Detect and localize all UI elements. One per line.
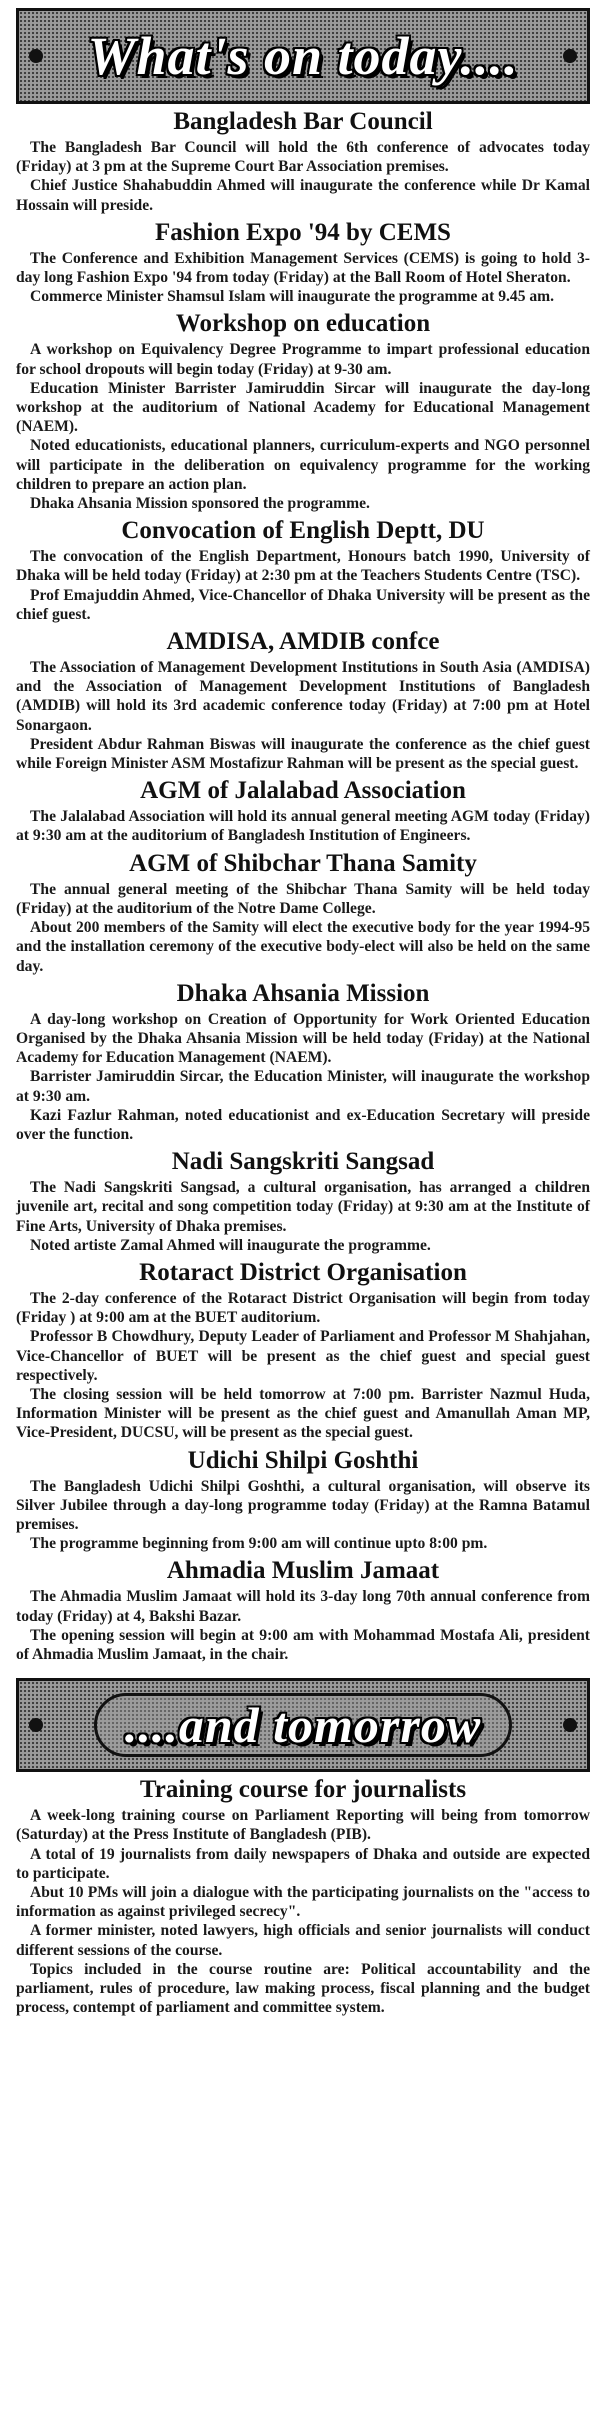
event-paragraph: The convocation of the English Department, Honours batch 1990, University of Dhaka will be held today (Friday) at 2:30 pm at the Teachers Students Centre (TSC). bbox=[16, 548, 590, 585]
banner-bullet-icon bbox=[563, 49, 577, 63]
event-paragraph: Barrister Jamiruddin Sircar, the Education Minister, will inaugurate the workshop at 9:30 am. bbox=[16, 1068, 590, 1105]
event-paragraph: A day-long workshop on Creation of Opportunity for Work Oriented Education Organised by the Dhaka Ahsania Mission will be held today (Friday) at the National Academy for Education Management (NAEM). bbox=[16, 1010, 590, 1067]
event-paragraph: Topics included in the course routine are: Political accountability and the parliament, rules of procedure, law making process, fiscal planning and the budget process, contempt of parliament and committee system. bbox=[16, 1960, 590, 2017]
event-listing bbox=[16, 850, 590, 976]
event-listing bbox=[16, 1557, 590, 1664]
event-paragraph: The annual general meeting of the Shibchar Thana Samity will be held today (Friday) at the auditorium of the Notre Dame College. bbox=[16, 880, 590, 917]
event-listing bbox=[16, 1776, 590, 2017]
event-listing bbox=[16, 108, 590, 215]
event-listing bbox=[16, 777, 590, 845]
event-paragraph: The 2-day conference of the Rotaract District Organisation will begin from today (Friday ) at 9:00 am at the BUET auditorium. bbox=[16, 1289, 590, 1327]
event-paragraph: The Nadi Sangskriti Sangsad, a cultural organisation, has arranged a children juvenile art, recital and song competition today (Friday) at 9:30 am at the Institute of Fine Arts, University of Dhaka premises. bbox=[16, 1179, 590, 1235]
event-heading: Dhaka Ahsania Mission bbox=[176, 979, 430, 1007]
event-paragraph: Prof Emajuddin Ahmed, Vice-Chancellor of Dhaka University will be present as the chief guest. bbox=[16, 586, 590, 623]
event-paragraph: The Ahmadia Muslim Jamaat will hold its 3-day long 70th annual conference from today (Friday) at 4, Bakshi Bazar. bbox=[16, 1588, 590, 1625]
newspaper-column bbox=[16, 0, 590, 2017]
event-listing bbox=[16, 517, 590, 624]
event-listing bbox=[16, 310, 590, 513]
event-listing bbox=[16, 1447, 590, 1554]
event-paragraph: The closing session will be held tomorrow at 7:00 pm. Barrister Nazmul Huda, Information Minister will be present as the chief guest and Amanullah Aman MP, Vice-President, DUCSU, will be present as the special guest. bbox=[16, 1385, 590, 1442]
event-listing bbox=[16, 980, 590, 1144]
event-heading: Fashion Expo '94 by CEMS bbox=[155, 218, 451, 246]
event-paragraph: The Association of Management Development Institutions in South Asia (AMDISA) and the Association of Management Development Institutions of Bangladesh (AMDIB) will hold its 3rd academic conference today (Friday) at 7:00 pm at Hotel Sonargaon. bbox=[16, 659, 590, 734]
event-paragraph: Abut 10 PMs will join a dialogue with the participating journalists on the "access to information as against privileged secrecy". bbox=[16, 1884, 590, 1921]
event-paragraph: President Abdur Rahman Biswas will inaugurate the conference as the chief guest while Foreign Minister ASM Mostafizur Rahman will be present as the special guest. bbox=[16, 735, 590, 773]
event-paragraph: Kazi Fazlur Rahman, noted educationist and ex-Education Secretary will preside over the function. bbox=[16, 1106, 590, 1143]
event-paragraph: Chief Justice Shahabuddin Ahmed will inaugurate the conference while Dr Kamal Hossain will preside. bbox=[16, 177, 590, 214]
event-paragraph: A week-long training course on Parliament Reporting will being from tomorrow (Saturday) at the Press Institute of Bangladesh (PIB). bbox=[16, 1807, 590, 1844]
event-paragraph: The Bangladesh Udichi Shilpi Goshthi, a cultural organisation, will observe its Silver Jubilee through a day-long programme today (Friday) at the Ramna Batamul premises. bbox=[16, 1477, 590, 1533]
event-paragraph: The Jalalabad Association will hold its annual general meeting AGM today (Friday) at 9:30 am at the auditorium of Bangladesh Institution of Engineers. bbox=[16, 808, 590, 845]
event-heading: Workshop on education bbox=[175, 310, 431, 338]
event-heading: Convocation of English Deptt, DU bbox=[121, 517, 485, 545]
event-heading: Udichi Shilpi Goshthi bbox=[187, 1446, 419, 1474]
event-paragraph: The Conference and Exhibition Management Services (CEMS) is going to hold 3-day long Fashion Expo '94 from today (Friday) at the Ball Room of Hotel Sheraton. bbox=[16, 249, 590, 287]
event-listing bbox=[16, 628, 590, 773]
banner-title: What's on today.... bbox=[87, 26, 519, 86]
event-listing bbox=[16, 1148, 590, 1255]
event-heading: AMDISA, AMDIB confce bbox=[166, 628, 440, 656]
event-paragraph: Commerce Minister Shamsul Islam will inaugurate the programme at 9.45 am. bbox=[30, 288, 555, 306]
event-paragraph: Education Minister Barrister Jamiruddin Sircar will inaugurate the day-long workshop at the auditorium of National Academy for Educational Management (NAEM). bbox=[16, 379, 590, 436]
banner-bullet-icon bbox=[29, 1718, 43, 1732]
event-heading: AGM of Jalalabad Association bbox=[140, 777, 466, 805]
event-paragraph: The programme beginning from 9:00 am will continue upto 8:00 pm. bbox=[30, 1535, 488, 1553]
event-paragraph: A former minister, noted lawyers, high officials and senior journalists will conduct different sessions of the course. bbox=[16, 1922, 590, 1959]
tomorrow-listings bbox=[16, 1776, 590, 2017]
event-paragraph: The Bangladesh Bar Council will hold the 6th conference of advocates today (Friday) at 3 pm at the Supreme Court Bar Association premises. bbox=[16, 139, 590, 176]
event-paragraph: A total of 19 journalists from daily newspapers of Dhaka and outside are expected to participate. bbox=[16, 1845, 590, 1882]
event-paragraph: Dhaka Ahsania Mission sponsored the programme. bbox=[30, 495, 370, 513]
banner-bullet-icon bbox=[563, 1718, 577, 1732]
event-listing bbox=[16, 1259, 590, 1443]
event-paragraph: A workshop on Equivalency Degree Programme to impart professional education for school dropouts will begin today (Friday) at 9-30 am. bbox=[16, 341, 590, 378]
and-tomorrow-banner bbox=[16, 1678, 590, 1772]
whats-on-today-banner bbox=[16, 8, 590, 104]
event-heading: Rotaract District Organisation bbox=[139, 1258, 467, 1286]
today-listings bbox=[16, 108, 590, 1664]
event-paragraph: About 200 members of the Samity will elect the executive body for the year 1994-95 and the installation ceremony of the executive body-elect will also be held on the same day. bbox=[16, 919, 590, 975]
event-heading: Nadi Sangskriti Sangsad bbox=[171, 1148, 435, 1176]
event-heading: Bangladesh Bar Council bbox=[173, 108, 433, 135]
event-heading: Training course for journalists bbox=[139, 1776, 467, 1804]
event-paragraph: Noted artiste Zamal Ahmed will inaugurate the programme. bbox=[30, 1236, 431, 1254]
banner-title: ....and tomorrow bbox=[94, 1693, 512, 1757]
event-heading: AGM of Shibchar Thana Samity bbox=[129, 849, 477, 877]
banner-bullet-icon bbox=[29, 49, 43, 63]
event-paragraph: Noted educationists, educational planners, curriculum-experts and NGO personnel will participate in the deliberation on equivalency programme for the working children to prepare an action plan. bbox=[16, 437, 590, 493]
event-paragraph: The opening session will begin at 9:00 am with Mohammad Mostafa Ali, president of Ahmadia Muslim Jamaat, in the chair. bbox=[16, 1626, 590, 1663]
event-paragraph: Professor B Chowdhury, Deputy Leader of Parliament and Professor M Shahjahan, Vice-Chancellor of BUET will be present as the chief guest and special guest respectively. bbox=[16, 1328, 590, 1384]
event-listing bbox=[16, 219, 590, 307]
event-heading: Ahmadia Muslim Jamaat bbox=[166, 1557, 440, 1585]
